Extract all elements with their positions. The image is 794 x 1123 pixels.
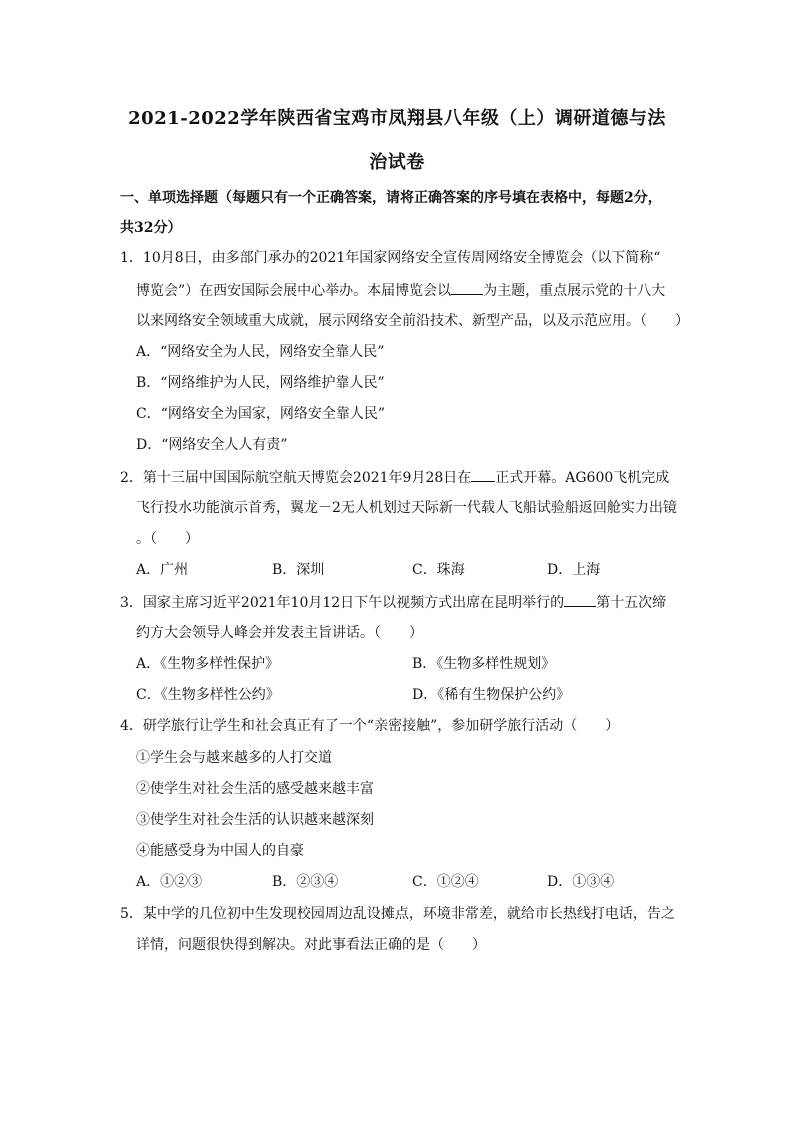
q1-line2 (136, 280, 665, 301)
q2-line2: 飞行投水功能演示首秀，翼龙－2无人机划过天际新一代载人飞船试验船返回舱实力出镜 (136, 500, 677, 516)
section-heading-line1: 一、单项选择题（每题只有一个正确答案，请将正确答案的序号填在表格中，每题2分， (120, 190, 662, 206)
section-heading-line2: 共32分） (120, 220, 182, 236)
q2-line1 (120, 467, 669, 488)
q2-line1-after: 正式开幕。AG600飞机完成 (495, 470, 670, 486)
q4-item-3: ③使学生对社会生活的认识越来越深刻 (136, 812, 374, 828)
q1-option-c: C．“网络安全为国家，网络安全靠人民” (136, 406, 386, 422)
q2-line1-text: 2．第十三届中国国际航空航天博览会2021年9月28日在 (120, 470, 472, 486)
q1-line3: 以来网络安全领域重大成就，展示网络安全前沿技术、新型产品，以及示范应用。（ ） (136, 313, 689, 329)
q4-item-1: ①学生会与越来越多的人打交道 (136, 750, 332, 766)
q2-option-d: D．上海 (547, 562, 601, 578)
q1-answer-blank (451, 280, 483, 295)
q3-line1-after: 第十五次缔 (596, 595, 667, 611)
q3-option-d: D．《稀有生物保护公约》 (412, 687, 571, 703)
q3-line1-text: 3．国家主席习近平2021年10月12日下午以视频方式出席在昆明举行的 (120, 595, 565, 611)
q2-option-a: A．广州 (136, 562, 189, 578)
q4-item-4: ④能感受身为中国人的自豪 (136, 843, 304, 859)
q3-answer-blank (564, 592, 596, 607)
q3-option-b: B．《生物多样性规划》 (412, 656, 556, 672)
exam-title-line1: 2021-2022学年陕西省宝鸡市凤翔县八年级（上）调研道德与法 (128, 108, 666, 129)
q5-line2: 详情，问题很快得到解决。对此事看法正确的是（ ） (136, 937, 486, 953)
q1-line1: 1．10月8日，由多部门承办的2021年国家网络安全宣传周网络安全博览会（以下简称“ (120, 250, 661, 266)
q1-option-b: B．“网络维护为人民，网络维护靠人民” (136, 375, 385, 391)
q2-answer-blank (471, 467, 495, 482)
q4-line1: 4．研学旅行让学生和社会真正有了一个“亲密接触”，参加研学旅行活动（ ） (120, 718, 620, 734)
q5-line1: 5．某中学的几位初中生发现校园周边乱设摊点，环境非常差，就给市长热线打电话，告之 (120, 906, 675, 922)
q4-option-c: C．①②④ (412, 874, 479, 890)
q3-line1 (120, 592, 666, 613)
q1-line2-after: 为主题，重点展示党的十八大 (483, 283, 666, 299)
q1-line2-text: 博览会”）在西安国际会展中心举办。本届博览会以 (136, 283, 452, 299)
q3-option-a: A．《生物多样性保护》 (136, 656, 280, 672)
q2-line3: 。（ ） (136, 531, 199, 547)
q4-option-a: A．①②③ (136, 874, 203, 890)
q2-option-b: B．深圳 (272, 562, 325, 578)
q3-line2: 约方大会领导人峰会并发表主旨讲话。（ ） (136, 625, 423, 641)
exam-title-line2: 治试卷 (369, 152, 425, 173)
q1-option-a: A．“网络安全为人民，网络安全靠人民” (136, 344, 385, 360)
q1-option-d: D．“网络安全人人有责” (136, 437, 288, 453)
q4-item-2: ②使学生对社会生活的感受越来越丰富 (136, 781, 374, 797)
q4-option-b: B．②③④ (272, 874, 339, 890)
q3-option-c: C．《生物多样性公约》 (136, 687, 280, 703)
q2-option-c: C．珠海 (412, 562, 465, 578)
q4-option-d: D．①③④ (547, 874, 615, 890)
